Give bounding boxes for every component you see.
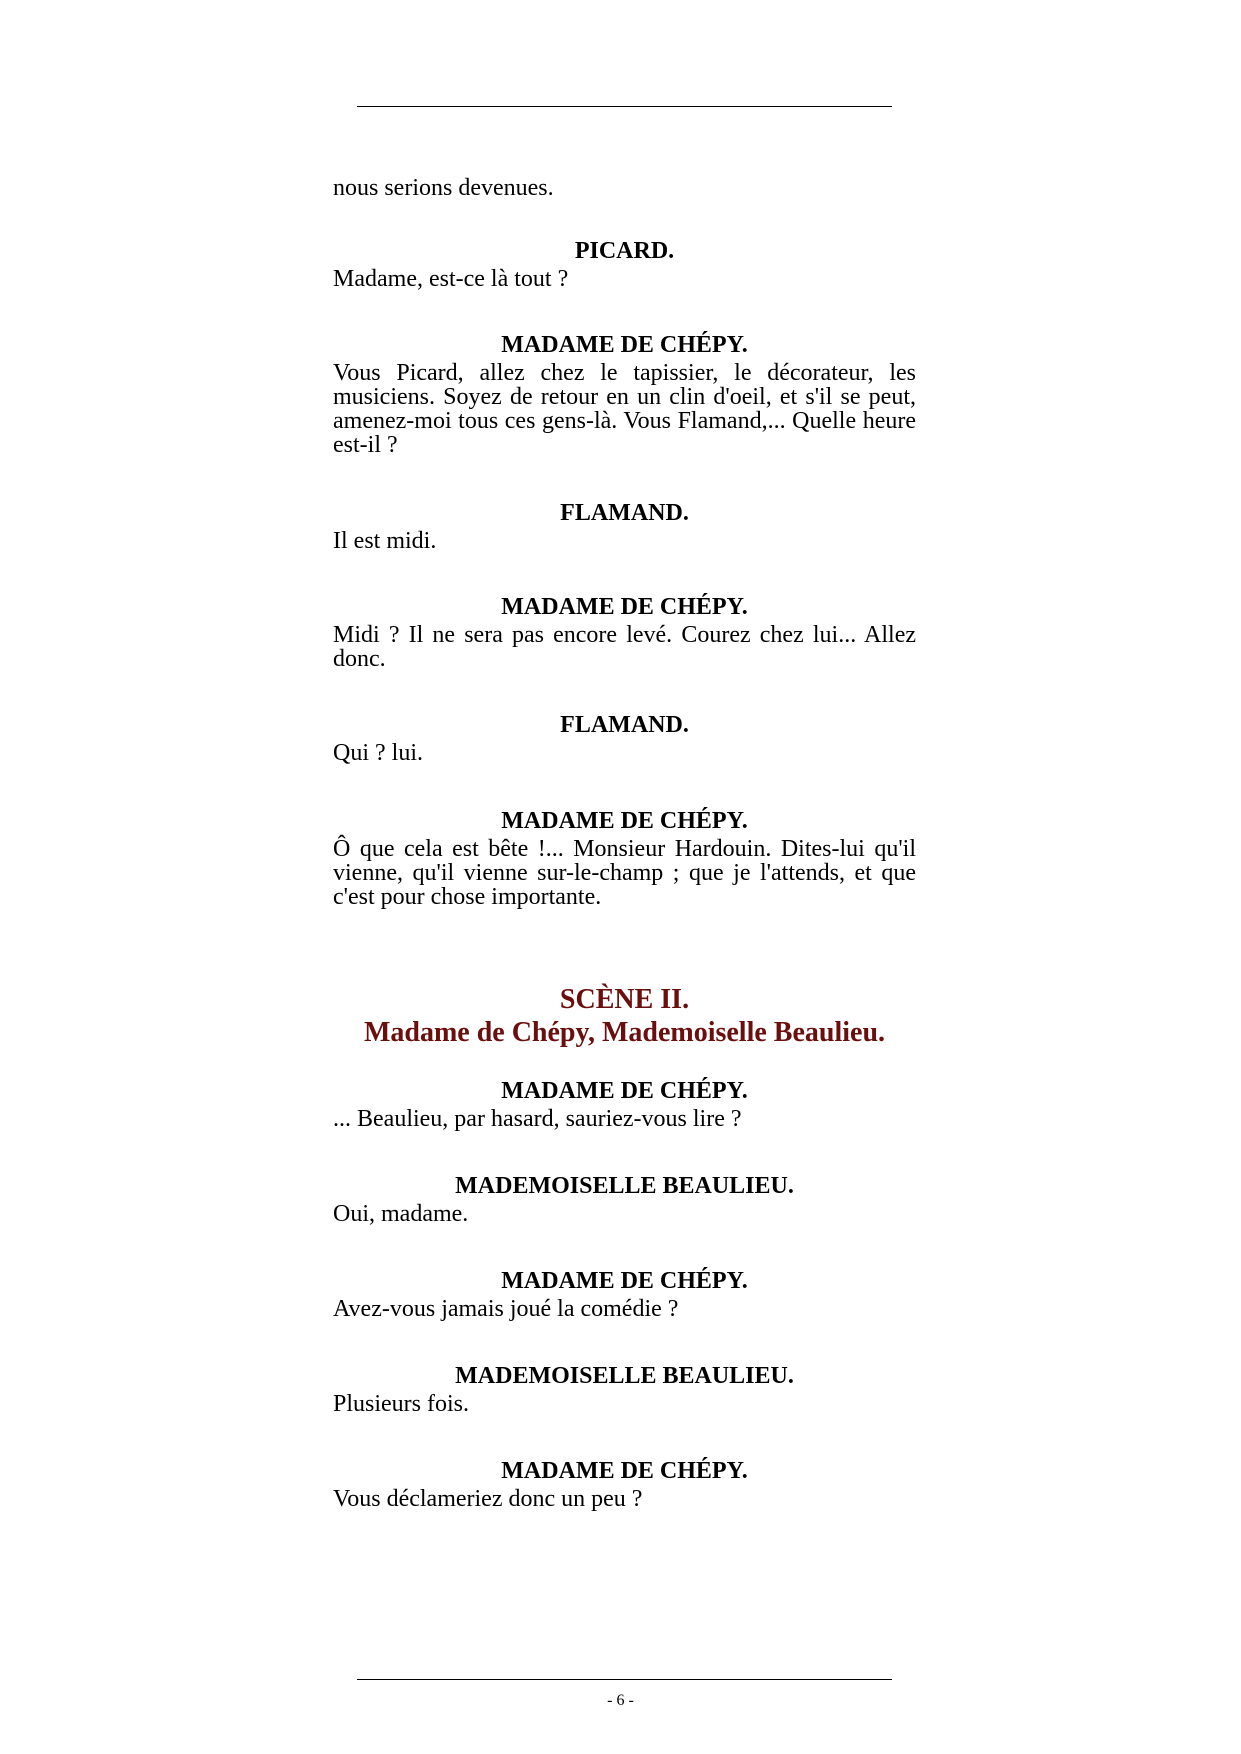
speaker-name: MADAME DE CHÉPY.	[501, 594, 748, 620]
dialogue-text: Vous déclameriez donc un peu ?	[333, 1486, 643, 1512]
dialogue-text: Oui, madame.	[333, 1201, 469, 1227]
dialogue-beaulieu-2	[333, 1363, 916, 1416]
dialogue-flamand-1	[333, 500, 916, 553]
dialogue-text: Avez-vous jamais joué la comédie ?	[333, 1296, 679, 1322]
dialogue-text: Midi ? Il ne sera pas encore levé. Courez chez lui... Allez donc.	[333, 622, 916, 672]
speaker-name: MADAME DE CHÉPY.	[501, 332, 748, 358]
dialogue-text: Ô que cela est bête !... Monsieur Hardouin. Dites-lui qu'il vienne, qu'il vienne sur-le-champ ; que je l'attends, et que c'est pour chose importante.	[333, 836, 916, 910]
dialogue-chepy-6	[333, 1458, 916, 1511]
dialogue-chepy-1	[333, 332, 916, 457]
dialogue-flamand-2	[333, 712, 916, 765]
speaker-name: MADEMOISELLE BEAULIEU.	[455, 1363, 794, 1389]
speaker-name: FLAMAND.	[560, 500, 689, 526]
page-number: - 6 -	[607, 1692, 634, 1709]
dialogue-chepy-4	[333, 1078, 916, 1131]
speaker-name: MADAME DE CHÉPY.	[501, 1458, 748, 1484]
dialogue-beaulieu-1	[333, 1173, 916, 1226]
dialogue-text: nous serions devenues.	[333, 175, 554, 201]
speaker-name: PICARD.	[574, 238, 675, 264]
dialogue-text: ... Beaulieu, par hasard, sauriez-vous lire ?	[333, 1106, 742, 1132]
speaker-name: MADEMOISELLE BEAULIEU.	[455, 1173, 794, 1199]
footer-rule	[357, 1679, 892, 1680]
dialogue-picard-1	[333, 238, 916, 291]
speaker-name: MADAME DE CHÉPY.	[501, 808, 748, 834]
speaker-name: MADAME DE CHÉPY.	[501, 1268, 748, 1294]
dialogue-chepy-5	[333, 1268, 916, 1321]
scene-heading	[333, 983, 916, 1049]
dialogue-chepy-2	[333, 594, 916, 671]
header-rule	[357, 106, 892, 107]
dialogue-text: Plusieurs fois.	[333, 1391, 470, 1417]
scene-title: SCÈNE II.	[559, 984, 690, 1015]
dialogue-text: Madame, est-ce là tout ?	[333, 266, 569, 292]
continuation-line	[333, 174, 916, 200]
dialogue-text: Qui ? lui.	[333, 740, 423, 766]
dialogue-chepy-3	[333, 808, 916, 909]
dialogue-text: Vous Picard, allez chez le tapissier, le décorateur, les musiciens. Soyez de retour en un clin d'oeil, et s'il se peut, amenez-moi tous ces gens-là. Vous Flamand,... Quelle heure est-il ?	[333, 360, 916, 458]
scene-characters: Madame de Chépy, Mademoiselle Beaulieu.	[363, 1017, 886, 1048]
speaker-name: MADAME DE CHÉPY.	[501, 1078, 748, 1104]
dialogue-text: Il est midi.	[333, 528, 437, 554]
speaker-name: FLAMAND.	[560, 712, 689, 738]
